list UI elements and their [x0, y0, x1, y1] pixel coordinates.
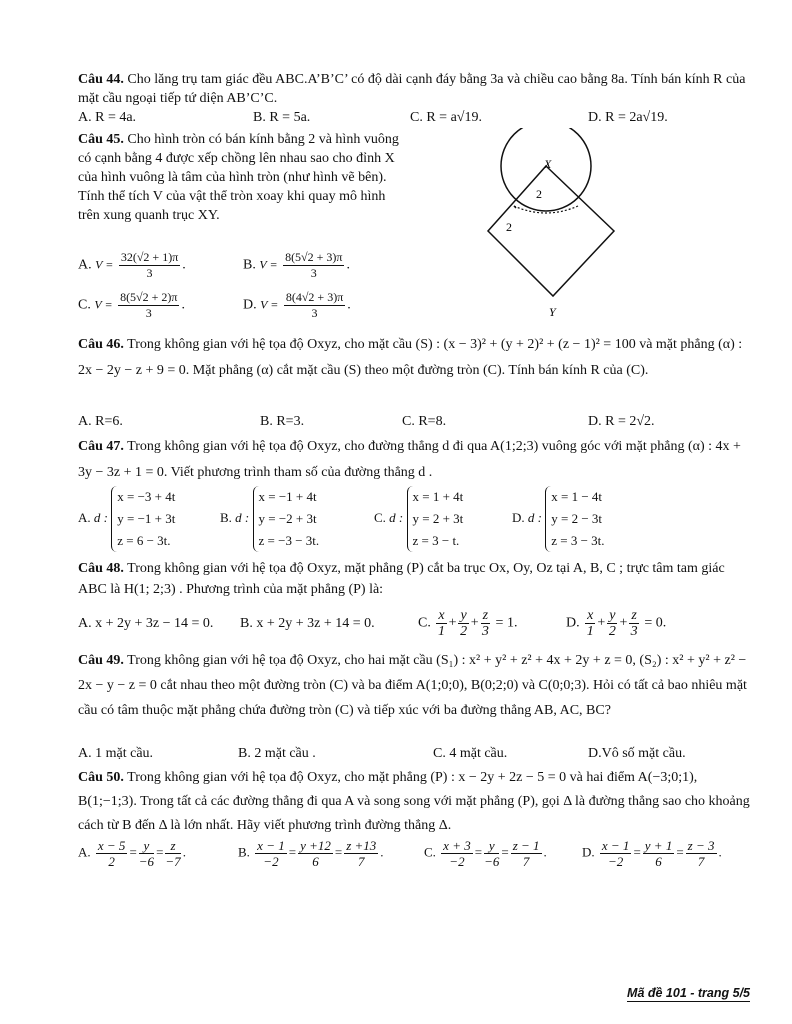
denominator: −7 — [165, 854, 181, 869]
equation-line: y = −1 + 3t — [117, 511, 176, 526]
option-c: C. R = a√19. — [410, 110, 482, 125]
equation-line: y = 2 − 3t — [551, 511, 603, 526]
equation-line: y = −2 + 3t — [258, 511, 317, 526]
numerator: x — [438, 608, 445, 623]
option-a: A. V = $\frac{32(√2 + 1)\pi}{3}$ . — [78, 250, 186, 280]
question-46 — [78, 332, 752, 384]
denominator: 1 — [437, 624, 445, 639]
fraction — [458, 608, 468, 639]
fraction — [119, 250, 180, 281]
option-letter: C. — [418, 615, 431, 631]
option-c: C. 4 mặt cầu. — [433, 746, 508, 761]
option-c: C. R=8. — [402, 414, 447, 429]
denominator: −6 — [484, 854, 500, 869]
numerator: z — [482, 608, 489, 623]
question-label: Câu 49. — [78, 653, 124, 668]
equation-line: z = 6 − 3t. — [117, 533, 171, 548]
numerator: y — [460, 608, 467, 623]
numerator: y — [609, 608, 616, 623]
question-text-2: Tính thể tích V của vật thể tròn xoay khi quay mô hình trên xung quanh trục XY. — [78, 189, 386, 223]
option-c — [374, 486, 463, 552]
fraction — [600, 838, 632, 869]
equation-rhs: = 0. — [644, 615, 667, 631]
equation-system — [407, 486, 464, 552]
denominator: 3 — [630, 624, 638, 639]
fraction — [165, 838, 180, 869]
numerator: x + 3 — [443, 838, 471, 853]
option-b — [220, 486, 319, 552]
page-footer: Mã đề 101 - trang 5/5 — [627, 986, 750, 1000]
numerator: y + 1 — [644, 838, 673, 853]
fraction — [298, 838, 333, 869]
option-a: A. $\frac{x - 5}{2}$ = $\frac{y}{-6}$ = $\frac{z}{-7}$ . — [78, 838, 186, 869]
question-text: Cho lăng trụ tam giác đều ABC.A’B’C’ có độ dài cạnh đáy bằng 3a và chiều cao bằng 8a. Tính bán kính R của mặt cầu ngoại tiếp tứ diện AB’C’C. — [78, 72, 746, 106]
denominator: 2 — [460, 624, 468, 639]
options-47 — [78, 486, 752, 556]
question-text: Trong không gian với hệ tọa độ Oxyz, cho mặt cầu (S) : (x − 3)² + (y + 2)² + (z − 1)² = 100 và mặt phẳng (α) : 2x − 2y − z + 9 = 0. Mặt phẳng (α) cắt mặt cầu (S) theo một đường tròn (C). Tính bán kính R của (C). — [78, 337, 743, 378]
fraction — [585, 608, 595, 639]
label-y: Y — [549, 305, 556, 319]
option-d: D. $\frac{x}{1}$ + $\frac{y}{2}$ + $\frac{z}{3}$ = 0. — [566, 608, 667, 639]
label-radius: 2 — [536, 187, 542, 201]
option-letter: B. — [220, 509, 232, 525]
option-b: B. R=3. — [260, 414, 305, 429]
question-44 — [78, 70, 752, 108]
denominator: 3 — [311, 306, 318, 320]
denominator: 3 — [146, 266, 153, 280]
option-letter: D. — [243, 297, 257, 313]
option-letter: B. — [243, 257, 256, 273]
fraction — [96, 838, 128, 869]
option-letter: A. — [78, 509, 91, 525]
numerator: z − 1 — [512, 838, 540, 853]
option-letter: A. — [78, 257, 92, 273]
label-side: 2 — [506, 220, 512, 234]
equation-line: z = 3 − 3t. — [551, 533, 605, 548]
denominator: 1 — [586, 624, 594, 639]
fraction — [441, 838, 473, 869]
options-45-row2 — [78, 286, 752, 330]
option-letter: D. — [512, 509, 525, 525]
option-d: D. V = $\frac{8(4√2 + 3)\pi}{3}$ . — [243, 290, 351, 320]
denominator: −2 — [263, 854, 279, 869]
numerator: x − 5 — [97, 838, 126, 853]
denominator: −2 — [449, 854, 465, 869]
option-letter: C. — [374, 509, 386, 525]
question-48 — [78, 558, 752, 600]
question-text: Trong không gian với hệ tọa độ Oxyz, cho đường thẳng d đi qua A(1;2;3) vuông góc với mặt phẳng (α) : 4x + 3y − 3z + 1 = 0. Viết phương trình tham số của đường thẳng d . — [78, 439, 741, 480]
fraction — [607, 608, 617, 639]
denominator: −2 — [608, 854, 624, 869]
option-prefix: d : — [93, 509, 108, 525]
equation-line: x = −1 + 4t — [258, 489, 317, 504]
question-label: Câu 46. — [78, 337, 124, 352]
numerator: x − 1 — [257, 838, 285, 853]
option-letter: D. — [582, 844, 595, 860]
denominator: −6 — [138, 854, 155, 869]
numerator: 8(5√2 + 2)π — [120, 290, 178, 304]
fraction — [643, 838, 675, 869]
numerator: y — [139, 838, 154, 854]
option-c: C. V = $\frac{8(5√2 + 2)\pi}{3}$ . — [78, 290, 185, 320]
option-b: B. V = $\frac{8(5√2 + 3)\pi}{3}$ . — [243, 250, 350, 280]
options-44 — [78, 110, 752, 130]
question-label: Câu 48. — [78, 561, 124, 576]
options-48 — [78, 608, 752, 644]
numerator: z — [631, 608, 637, 623]
fraction — [511, 838, 542, 869]
denominator: 3 — [310, 266, 317, 280]
fraction — [481, 608, 490, 639]
question-45 — [78, 130, 406, 225]
equation-rhs: = 1. — [495, 615, 518, 631]
denominator: 3 — [145, 306, 152, 320]
denominator: 7 — [697, 854, 705, 869]
option-d: D. $\frac{x - 1}{-2}$ = $\frac{y + 1}{6}$ = $\frac{z - 3}{7}$ . — [582, 838, 722, 869]
option-letter: C. — [78, 297, 91, 313]
option-c: C. $\frac{x}{1}$ + $\frac{y}{2}$ + $\frac{z}{3}$ = 1. — [418, 608, 518, 639]
label-x: X — [544, 157, 552, 171]
denominator: 3 — [481, 624, 489, 639]
question-text: Cho hình tròn có bán kính bằng 2 và hình vuông có cạnh bằng 4 được xếp chồng lên nhau sao cho đỉnh X của hình vuông là tâm của hình tròn (như hình vẽ bên). — [78, 132, 399, 185]
option-prefix: d : — [527, 509, 542, 525]
numerator: z +13 — [346, 838, 377, 853]
option-prefix: V = — [95, 257, 114, 272]
equation-line: x = 1 + 4t — [412, 489, 464, 504]
option-letter: D. — [566, 615, 580, 631]
denominator: 2 — [108, 854, 115, 869]
numerator: 8(4√2 + 3)π — [285, 290, 344, 304]
fraction — [255, 838, 287, 869]
denominator: 2 — [608, 624, 616, 639]
fraction — [436, 608, 446, 639]
option-prefix: d : — [235, 509, 250, 525]
equation-system — [253, 486, 320, 552]
question-label: Câu 45. — [78, 132, 124, 147]
equation-line: z = 3 − t. — [412, 533, 460, 548]
numerator: x — [587, 608, 594, 623]
option-a — [78, 486, 175, 552]
fraction — [139, 838, 154, 869]
question-label: Câu 44. — [78, 72, 124, 87]
option-a: A. R = 4a. — [78, 110, 137, 125]
equation-line: z = −3 − 3t. — [258, 533, 320, 548]
options-49 — [78, 746, 752, 766]
fraction — [629, 608, 638, 639]
fraction — [484, 838, 499, 869]
question-text: Trong không gian với hệ tọa độ Oxyz, mặt phẳng (P) cắt ba trục Ox, Oy, Oz tại A, B, C ; trực tâm tam giác ABC là H(1; 2;3) . Phương trình của mặt phẳng (P) là: — [78, 561, 725, 597]
denominator: 6 — [312, 854, 319, 869]
fraction — [118, 290, 179, 321]
dashed-arc — [514, 206, 578, 213]
numerator: y +12 — [300, 838, 331, 853]
numerator: 32(√2 + 1)π — [120, 250, 179, 264]
option-prefix: V = — [260, 297, 279, 312]
equation-line: x = −3 + 4t — [117, 489, 176, 504]
option-b: B. 2 mặt cầu . — [238, 746, 316, 761]
options-50 — [78, 838, 752, 874]
fraction — [344, 838, 378, 869]
options-46 — [78, 414, 752, 434]
option-b: B. $\frac{x - 1}{-2}$ = $\frac{y +12}{6}$ = $\frac{z +13}{7}$ . — [238, 838, 384, 869]
option-letter: B. — [238, 844, 250, 860]
denominator: 6 — [655, 854, 662, 869]
option-b: B. x + 2y + 3z + 14 = 0. — [240, 616, 375, 631]
question-label: Câu 50. — [78, 770, 124, 785]
option-a: A. R=6. — [78, 414, 123, 429]
option-prefix: V = — [259, 257, 278, 272]
options-45-row1 — [78, 242, 752, 284]
question-47 — [78, 434, 752, 486]
equation-line: y = 2 + 3t — [412, 511, 464, 526]
denominator: 7 — [522, 854, 530, 869]
numerator: 8(5√2 + 3)π — [285, 250, 343, 264]
numerator: y — [484, 838, 499, 854]
numerator: z − 3 — [687, 838, 715, 853]
question-49 — [78, 648, 752, 723]
option-prefix: d : — [389, 509, 404, 525]
equation-system — [545, 486, 604, 552]
option-d: D. R = 2√2. — [588, 414, 655, 429]
option-letter: C. — [424, 844, 436, 860]
fraction — [686, 838, 717, 869]
option-d: D. R = 2a√19. — [588, 110, 668, 125]
question-label: Câu 47. — [78, 439, 124, 454]
option-letter: A. — [78, 844, 91, 860]
fraction — [284, 290, 345, 321]
equation-line: x = 1 − 4t — [551, 489, 603, 504]
option-b: B. R = 5a. — [253, 110, 311, 125]
denominator: 7 — [358, 854, 365, 869]
numerator: x − 1 — [601, 838, 630, 853]
option-d — [512, 486, 605, 552]
numerator: z — [165, 838, 180, 854]
option-a: A. x + 2y + 3z − 14 = 0. — [78, 616, 214, 631]
question-text: Trong không gian với hệ tọa độ Oxyz, cho mặt phẳng (P) : x − 2y + 2z − 5 = 0 và hai điểm A(−3;0;1), B(1;−1;3). Trong tất cả các đường thẳng đi qua A và song song với mặt phẳng (P), gọi Δ là đường thẳng sao cho khoảng cách từ B đến Δ là lớn nhất. Hãy viết phương trình đường thẳng Δ. — [78, 770, 750, 833]
question-text: Trong không gian với hệ tọa độ Oxyz, cho hai mặt cầu (S₁) : x² + y² + z² + 4x + 2y + z = 0, (S₂) : x² + y² + z² − 2x − y − z = 0 cắt nhau theo một đường tròn (C) và ba điểm A(1;0;0), B(0;2;0) và C(0;0;3). Hỏi có tất cả bao nhiêu mặt cầu có tâm thuộc mặt phẳng chứa đường tròn (C) và tiếp xúc với ba đường thẳng AB, AC, BC? — [78, 653, 747, 718]
question-50 — [78, 766, 752, 838]
option-d: D.Vô số mặt cầu. — [588, 746, 686, 761]
fraction — [283, 250, 344, 281]
equation-system — [111, 486, 175, 552]
option-c: C. $\frac{x + 3}{-2}$ = $\frac{y}{-6}$ = $\frac{z - 1}{7}$ . — [424, 838, 547, 869]
option-a: A. 1 mặt cầu. — [78, 746, 154, 761]
option-prefix: V = — [94, 297, 113, 312]
